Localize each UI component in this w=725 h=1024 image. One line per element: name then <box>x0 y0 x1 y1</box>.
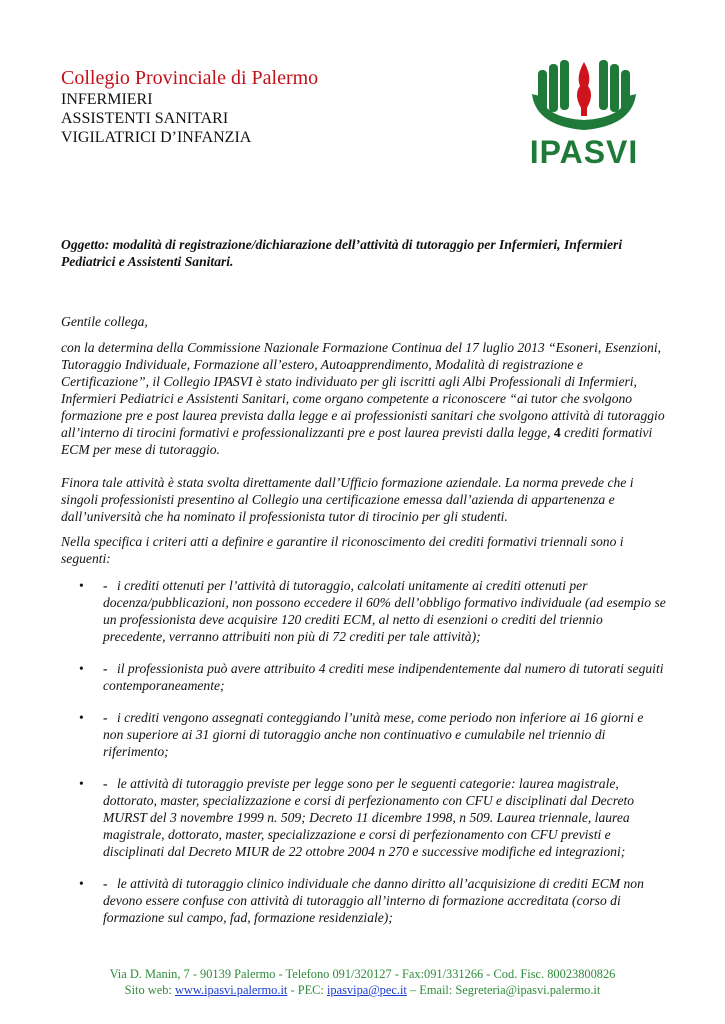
criteria-list <box>61 577 667 941</box>
email-text: – Email: Segreteria@ipasvi.palermo.it <box>409 983 601 997</box>
bullet-icon: • <box>79 578 84 593</box>
list-item-text: le attività di tutoraggio clinico individuale che danno diritto all’acquisizione di crediti ECM non devono essere confuse con attività di tutoraggio all’interno di formazione accreditata (corso di formazione sul campo, fad, formazione residenziale); <box>103 876 644 925</box>
paragraph-ufficio: Finora tale attività è stata svolta direttamente dall’Ufficio formazione aziendale. La norma prevede che i singoli professionisti presentino al Collegio una certificazione emessa dall’azienda di appartenenza e dall’università che ha nominato il professionista tutor di tirocinio per gli studenti. <box>61 475 634 524</box>
pec-link[interactable]: ipasvipa@pec.it <box>326 983 407 997</box>
dash-marker: - <box>103 710 108 725</box>
letterhead-line-1: INFERMIERI <box>61 91 153 108</box>
list-item-text: le attività di tutoraggio previste per legge sono per le seguenti categorie: laurea magistrale, dottorato, master, specializzazione e corsi di perfezionamento con CFU e disciplinati dal Decreto MURST del 3 novembre 1999 n. 509; Decreto 11 dicembre 1998, n 509. Laurea triennale, laurea magistrale, dottorato, master, specializzazione e corsi di perfezionamento con CFU previsti e disciplinati dal Decreto MIUR de 22 ottobre 2004 n 270 e successive modifiche ed integrazioni; <box>103 776 635 859</box>
list-item-text: i crediti vengono assegnati conteggiando l’unità mese, come periodo non inferiore ai 16 giorni e non superiore ai 31 giorni di tutoraggio anche non continuativo e cumulabile nel triennio di riferimento; <box>103 710 644 759</box>
bullet-icon: • <box>79 876 84 891</box>
website-link[interactable]: www.ipasvi.palermo.it <box>174 983 288 997</box>
list-item-text: i crediti ottenuti per l’attività di tutoraggio, calcolati unitamente ai crediti ottenuti per docenza/pubblicazioni, non possono eccedere il 60% dell’obbligo formativo individuale (ad esempio se un professionista deve acquisire 120 crediti ECM, al netto di esenzioni o crediti del triennio precedente, verranno attribuiti non più di 72 crediti per tale attività); <box>103 578 666 644</box>
footer-address: Via D. Manin, 7 - 90139 Palermo - Telefono 091/320127 - Fax:091/331266 - Cod. Fisc. 80023800826 <box>109 967 616 981</box>
footer-contacts <box>0 982 725 998</box>
dash-marker: - <box>103 661 108 676</box>
logo-wordmark: IPASVI <box>529 134 639 170</box>
bullet-icon: • <box>79 776 84 791</box>
dash-marker: - <box>103 776 108 791</box>
list-item <box>61 709 667 760</box>
bullet-icon: • <box>79 710 84 725</box>
org-title: Collegio Provinciale di Palermo <box>61 67 319 89</box>
letterhead <box>61 66 318 147</box>
list-item <box>61 577 667 645</box>
ipasvi-logo <box>518 56 650 168</box>
paragraph-determina-end: crediti formativi ECM per mese di tutoraggio. <box>61 425 653 457</box>
site-label: Sito web: <box>124 983 172 997</box>
credits-number: 4 <box>553 425 561 440</box>
letterhead-line-2: ASSISTENTI SANITARI <box>61 110 229 127</box>
dash-marker: - <box>103 578 108 593</box>
letterhead-line-3: VIGILATRICI D’INFANZIA <box>61 129 252 146</box>
list-item-text: il professionista può avere attribuito 4 crediti mese indipendentemente dal numero di tutorati seguiti contemporaneamente; <box>103 661 664 693</box>
list-item <box>61 660 667 694</box>
paragraph-determina <box>61 339 667 458</box>
footer <box>0 966 725 998</box>
bullet-icon: • <box>79 661 84 676</box>
pec-label: - PEC: <box>290 983 324 997</box>
hands-emblem-icon <box>518 56 650 134</box>
paragraph-determina-text: con la determina della Commissione Nazionale Formazione Continua del 17 luglio 2013 “Esoneri, Esenzioni, Tutoraggio Individuale, Formazione all’estero, Autoapprendimento, Modalità di registrazione e Certificazione”, il Collegio IPASVI è stato individuato per gli iscritti agli Albi Professionali di Infermieri, Infermieri Pediatrici e Assistenti Sanitari, come organo competente a riconoscere “ai tutor che svolgono formazione pre e post laurea prevista dalla legge e ai professionisti sanitari che svolgono attività di tutoraggio all’interno di tirocini formativi e professionalizzanti pre e post laurea previsti dalla legge, <box>61 340 665 440</box>
list-item <box>61 775 667 860</box>
paragraph-criteri: Nella specifica i criteri atti a definire e garantire il riconoscimento dei crediti formativi triennali sono i seguenti: <box>61 534 624 566</box>
list-item <box>61 875 667 926</box>
greeting: Gentile collega, <box>61 314 148 329</box>
dash-marker: - <box>103 876 108 891</box>
subject-line: Oggetto: modalità di registrazione/dichiarazione dell’attività di tutoraggio per Infermieri, Infermieri Pediatrici e Assistenti Sanitari. <box>61 237 623 269</box>
